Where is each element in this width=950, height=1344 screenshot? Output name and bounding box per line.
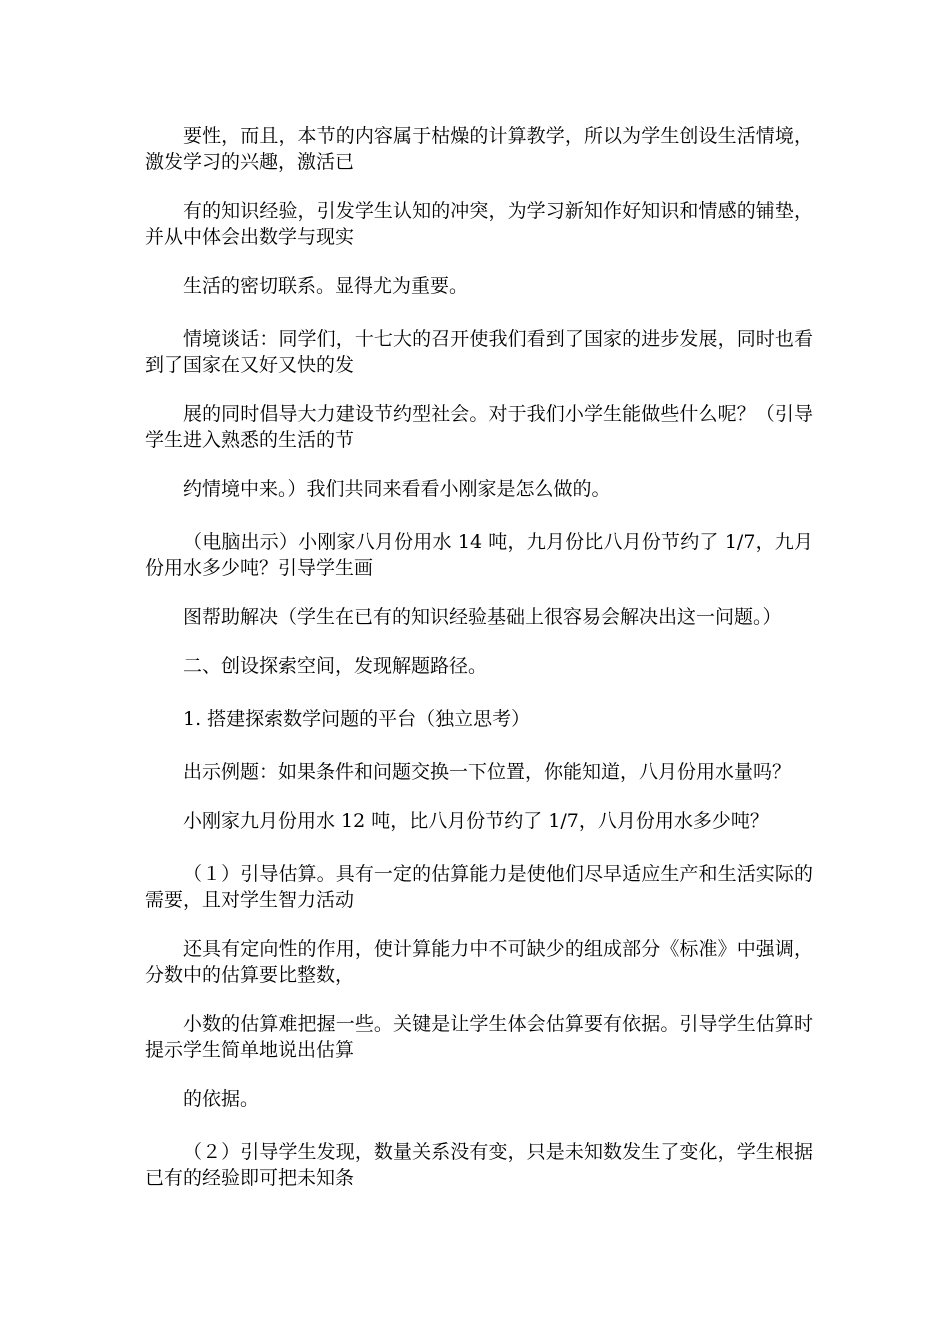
paragraph: 的依据。 [183,1088,260,1110]
paragraph: 要性，而且，本节的内容属于枯燥的计算教学，所以为学生创设生活情境，激发学习的兴趣，激活已 [145,125,813,173]
paragraph: 小数的估算难把握一些。关键是让学生体会估算要有依据。引导学生估算时提示学生简单地说出估算 [145,1013,813,1061]
paragraph: 图帮助解决（学生在已有的知识经验基础上很容易会解决出这一问题。） [183,606,782,628]
paragraph: （１）引导估算。具有一定的估算能力是使他们尽早适应生产和生活实际的需要，且对学生智力活动 [145,863,813,911]
paragraph: 约情境中来。）我们共同来看看小刚家是怎么做的。 [183,478,611,500]
paragraph: 还具有定向性的作用，使计算能力中不可缺少的组成部分《标准》中强调，分数中的估算要比整数， [145,938,813,986]
paragraph: （２）引导学生发现，数量关系没有变，只是未知数发生了变化，学生根据已有的经验即可把未知条 [145,1141,813,1189]
paragraph: 生活的密切联系。显得尤为重要。 [183,275,469,297]
subsection-heading: 1. 搭建探索数学问题的平台（独立思考） [183,708,531,730]
paragraph: 有的知识经验，引发学生认知的冲突，为学习新知作好知识和情感的铺垫，并从中体会出数学与现实 [145,200,813,248]
paragraph: 小刚家九月份用水 12 吨，比八月份节约了 1/7，八月份用水多少吨？ [183,810,769,832]
paragraph: 出示例题：如果条件和问题交换一下位置，你能知道，八月份用水量吗？ [183,761,792,783]
paragraph: （电脑出示）小刚家八月份用水 14 吨，九月份比八月份节约了 1/7，九月份用水多少吨？引导学生画 [145,531,813,579]
section-heading: 二、创设探索空间，发现解题路径。 [183,655,488,677]
paragraph: 展的同时倡导大力建设节约型社会。对于我们小学生能做些什么呢？（引导学生进入熟悉的生活的节 [145,403,813,451]
paragraph: 情境谈话：同学们，十七大的召开使我们看到了国家的进步发展，同时也看到了国家在又好又快的发 [145,328,813,376]
document-body [145,123,813,1214]
